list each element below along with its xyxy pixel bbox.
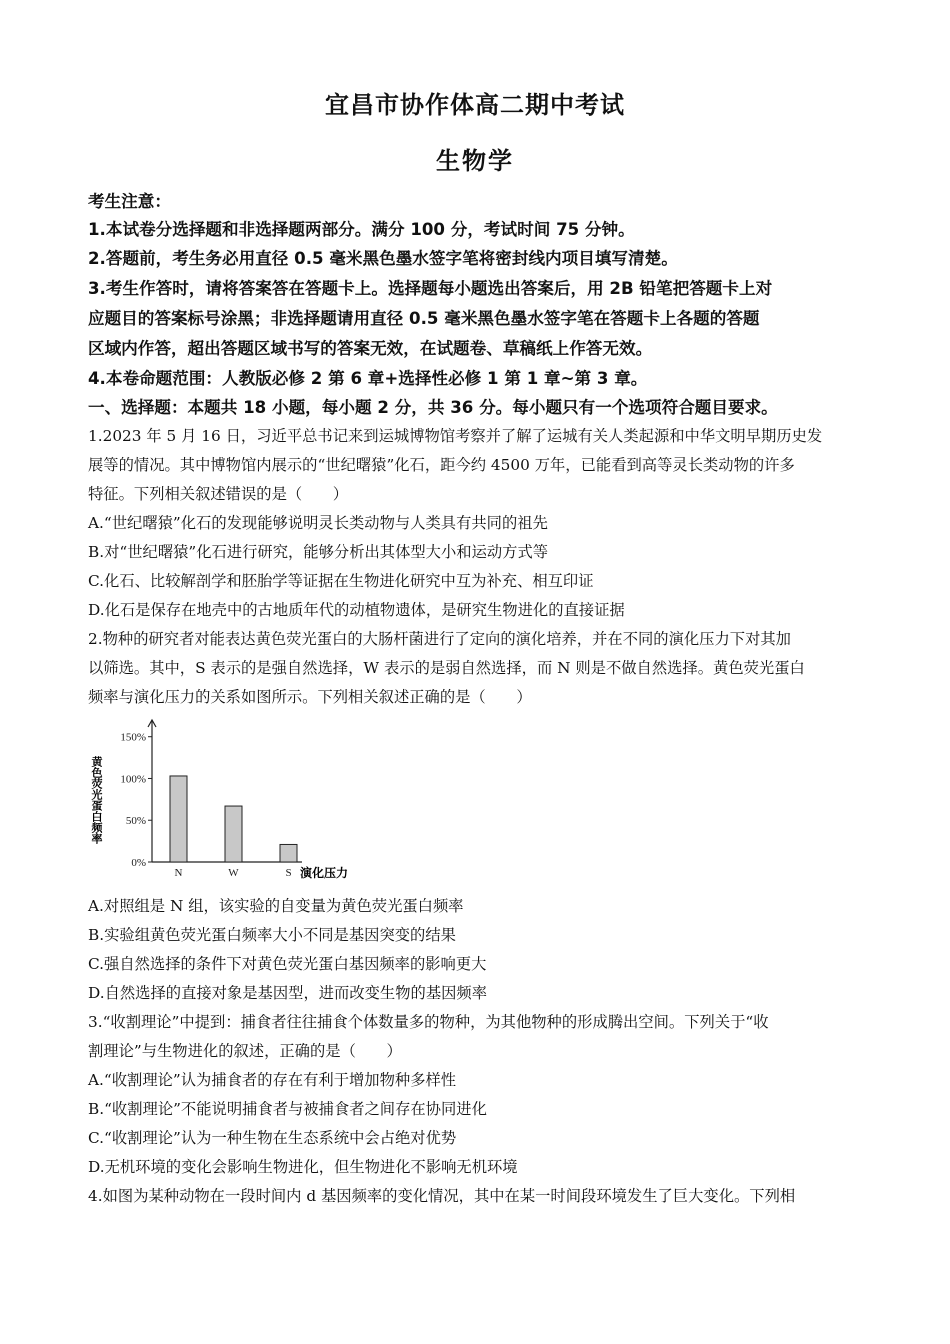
q1-option-b: B.对“世纪曙猿”化石进行研究，能够分析出其体型大小和运动方式等 <box>88 543 549 561</box>
q1-option-a: A.“世纪曙猿”化石的发现能够说明灵长类动物与人类具有共同的祖先 <box>88 514 548 532</box>
subject-title: 生物学 <box>436 147 514 175</box>
chart-x-axis-label: 演化压力 <box>300 866 349 880</box>
q3-stem-line: 割理论”与生物进化的叙述，正确的是（ ） <box>88 1042 402 1060</box>
chart-bar-w <box>225 806 242 862</box>
chart-y-tick-label: 100% <box>120 773 146 786</box>
q2-stem-line: 频率与演化压力的关系如图所示。下列相关叙述正确的是（ ） <box>88 688 532 706</box>
notice-item: 3.考生作答时，请将答案答在答题卡上。选择题每小题选出答案后，用 2B 铅笔把答题卡上对 <box>88 279 773 298</box>
chart-y-tick-label: 0% <box>131 857 146 869</box>
q2-stem-line: 2.物种的研究者对能表达黄色荧光蛋白的大肠杆菌进行了定向的演化培养，并在不同的演化压力下对其加 <box>88 630 791 648</box>
notice-item: 4.本卷命题范围：人教版必修 2 第 6 章+选择性必修 1 第 1 章~第 3 章。 <box>88 369 648 388</box>
chart-y-ticks <box>120 732 152 869</box>
notice-item: 1.本试卷分选择题和非选择题两部分。满分 100 分，考试时间 75 分钟。 <box>88 220 635 239</box>
chart-x-tick-label: N <box>174 867 183 879</box>
q3-stem-line: 3.“收割理论”中提到：捕食者往往捕食个体数量多的物种，为其他物种的形成腾出空间。下列关于“收 <box>88 1013 769 1031</box>
q2-option-a: A.对照组是 N 组，该实验的自变量为黄色荧光蛋白频率 <box>88 897 464 915</box>
section-heading: 一、选择题：本题共 18 小题，每小题 2 分，共 36 分。每小题只有一个选项符合题目要求。 <box>88 398 778 417</box>
notice-heading: 考生注意： <box>88 192 171 211</box>
chart-bars <box>170 776 297 862</box>
q1-stem-line: 特征。下列相关叙述错误的是（ ） <box>88 485 349 503</box>
q2-option-c: C.强自然选择的条件下对黄色荧光蛋白基因频率的影响更大 <box>88 955 487 973</box>
q3-option-a: A.“收割理论”认为捕食者的存在有利于增加物种多样性 <box>88 1071 457 1089</box>
q2-option-b: B.实验组黄色荧光蛋白频率大小不同是基因突变的结果 <box>88 926 456 944</box>
chart-bar-s <box>280 844 297 862</box>
chart-y-tick-label: 150% <box>120 731 146 744</box>
q3-option-c: C.“收割理论”认为一种生物在生态系统中会占绝对优势 <box>88 1129 457 1147</box>
exam-title: 宜昌市协作体高二期中考试 <box>325 91 625 119</box>
chart-x-labels <box>175 867 292 879</box>
q3-option-b: B.“收割理论”不能说明捕食者与被捕食者之间存在协同进化 <box>88 1100 487 1118</box>
notice-item: 2.答题前，考生务必用直径 0.5 毫米黑色墨水签字笔将密封线内项目填写清楚。 <box>88 249 678 268</box>
q1-stem-line: 展等的情况。其中博物馆内展示的“世纪曙猿”化石，距今约 4500 万年，已能看到高等灵长类动物的许多 <box>88 456 795 474</box>
chart-x-tick-label: S <box>285 867 292 879</box>
notice-item: 应题目的答案标号涂黑；非选择题请用直径 0.5 毫米黑色墨水签字笔在答题卡上各题的答题 <box>88 309 760 328</box>
q1-option-d: D.化石是保存在地壳中的古地质年代的动植物遗体，是研究生物进化的直接证据 <box>88 601 625 619</box>
chart-y-tick-label: 50% <box>125 815 146 828</box>
fluorescent-protein-bar-chart <box>92 712 357 890</box>
q1-option-c: C.化石、比较解剖学和胚胎学等证据在生物进化研究中互为补充、相互印证 <box>88 572 594 590</box>
chart-y-axis-label: 黄色荧光蛋白频率 <box>90 756 102 844</box>
notice-item: 区域内作答，超出答题区域书写的答案无效，在试题卷、草稿纸上作答无效。 <box>88 339 653 358</box>
q2-option-d: D.自然选择的直接对象是基因型，进而改变生物的基因频率 <box>88 984 488 1002</box>
chart-bar-n <box>170 776 187 862</box>
q3-option-d: D.无机环境的变化会影响生物进化，但生物进化不影响无机环境 <box>88 1158 518 1176</box>
chart-x-tick-label: W <box>228 867 239 879</box>
q4-stem-line: 4.如图为某种动物在一段时间内 d 基因频率的变化情况，其中在某一时间段环境发生了巨大变化。下列相 <box>88 1187 796 1205</box>
q2-stem-line: 以筛选。其中，S 表示的是强自然选择，W 表示的是弱自然选择，而 N 则是不做自然选择。黄色荧光蛋白 <box>88 659 805 677</box>
q1-stem-line: 1.2023 年 5 月 16 日，习近平总书记来到运城博物馆考察并了解了运城有关人类起源和中华文明早期历史发 <box>88 427 823 445</box>
